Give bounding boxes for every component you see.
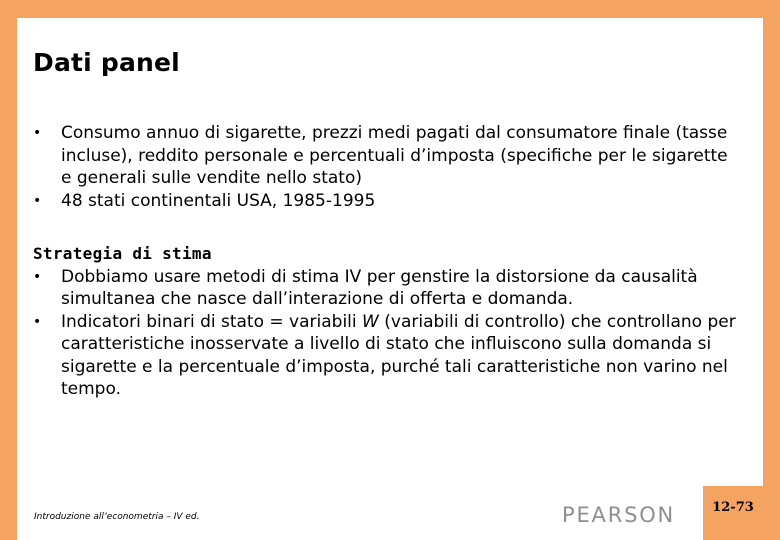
- pearson-logo: PEARSON: [562, 503, 676, 527]
- bullet-text: (variabili di controllo) che controllano per caratteristiche inosservate a livello di stato che influiscono sulla domanda si sigarette e la percentuale d’imposta, purché tali caratteristiche non varino nel tempo.: [61, 311, 736, 399]
- data-bullet-list: [33, 122, 743, 212]
- strategy-bullet-list: [33, 266, 743, 401]
- bullet-item: • Dobbiamo usare metodi di stima IV per genstire la distorsione da causalità simultanea che nasce dall’interazione di offerta e domanda.: [33, 266, 743, 311]
- section-heading: Strategia di stima: [33, 244, 212, 263]
- page-number-badge: 12-73: [703, 486, 763, 540]
- slide: [17, 18, 763, 540]
- bullet-item: • Consumo annuo di sigarette, prezzi medi pagati dal consumatore finale (tasse incluse), reddito personale e percentuali d’imposta (specifiche per le sigarette e generali sulle vendite nello stato): [33, 122, 743, 190]
- bullet-item: [33, 311, 743, 401]
- bullet-item: • 48 stati continentali USA, 1985-1995: [33, 190, 743, 213]
- bullet-text: Indicatori binari di stato = variabili: [61, 311, 363, 332]
- slide-content: [33, 122, 743, 401]
- footer-text: Introduzione all’econometria – IV ed.: [34, 512, 200, 522]
- slide-title: Dati panel: [33, 48, 180, 77]
- variable-symbol: W: [362, 311, 379, 332]
